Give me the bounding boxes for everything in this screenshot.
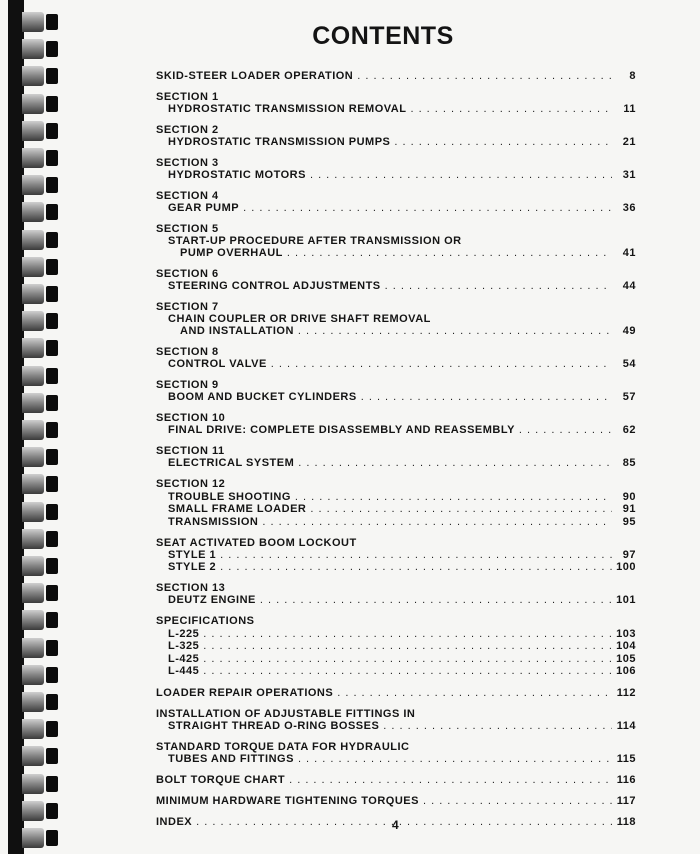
toc-section-label: SECTION 9 — [156, 379, 219, 391]
toc-line — [152, 280, 636, 292]
toc-entry — [152, 774, 636, 786]
toc-line — [152, 753, 636, 765]
toc-line-text: SMALL FRAME LOADER — [168, 503, 307, 515]
punch-hole — [46, 776, 58, 792]
dot-leader — [287, 247, 612, 259]
toc-page-number: 90 — [622, 490, 636, 503]
toc-line — [152, 457, 636, 469]
toc-line-text: PUMP OVERHAUL — [180, 247, 283, 259]
toc-section-heading — [152, 223, 636, 235]
toc-line-text: START-UP PROCEDURE AFTER TRANSMISSION OR — [168, 235, 462, 247]
coil-wire — [22, 719, 44, 739]
toc-line — [152, 708, 636, 720]
dot-leader — [260, 594, 612, 606]
binding-coil — [22, 556, 62, 576]
toc-entry — [152, 379, 636, 403]
punch-hole — [46, 640, 58, 656]
coil-wire — [22, 148, 44, 168]
coil-wire — [22, 529, 44, 549]
toc-line-text: STEERING CONTROL ADJUSTMENTS — [168, 280, 381, 292]
toc-section-label: SECTION 8 — [156, 346, 219, 358]
dot-leader — [203, 665, 612, 678]
toc-page-number: 117 — [616, 794, 636, 807]
toc-line — [152, 358, 636, 370]
toc-line — [152, 653, 636, 666]
dot-leader — [262, 516, 612, 529]
toc-entry — [152, 412, 636, 436]
toc-entry — [152, 741, 636, 765]
binding-coil — [22, 638, 62, 658]
binding-coil — [22, 121, 62, 141]
punch-hole — [46, 558, 58, 574]
toc-line-text: FINAL DRIVE: COMPLETE DISASSEMBLY AND REASSEMBLY — [168, 424, 515, 436]
binding-coil — [22, 719, 62, 739]
toc-entry — [152, 190, 636, 214]
punch-hole — [46, 286, 58, 302]
toc-section-label: SECTION 11 — [156, 445, 225, 457]
dot-leader — [271, 358, 612, 370]
punch-hole — [46, 313, 58, 329]
toc-line — [152, 516, 636, 529]
table-of-contents — [152, 70, 636, 837]
punch-hole — [46, 721, 58, 737]
toc-entry — [152, 687, 636, 699]
coil-wire — [22, 175, 44, 195]
toc-line — [152, 640, 636, 653]
page-number: 4 — [392, 818, 399, 832]
toc-line-text: L-225 — [168, 627, 200, 640]
punch-hole — [46, 803, 58, 819]
toc-section-heading — [152, 412, 636, 424]
punch-hole — [46, 504, 58, 520]
binding-coil — [22, 692, 62, 712]
punch-hole — [46, 204, 58, 220]
punch-hole — [46, 368, 58, 384]
page-title: CONTENTS — [312, 22, 454, 50]
toc-section-label: SECTION 4 — [156, 190, 219, 202]
dot-leader — [298, 325, 612, 337]
coil-wire — [22, 420, 44, 440]
toc-line — [152, 561, 636, 573]
coil-wire — [22, 447, 44, 467]
toc-section-heading — [152, 615, 636, 628]
coil-wire — [22, 257, 44, 277]
binding-coil — [22, 393, 62, 413]
toc-entry — [152, 223, 636, 259]
toc-page-number: 115 — [616, 752, 636, 765]
punch-hole — [46, 694, 58, 710]
punch-hole — [46, 68, 58, 84]
toc-page-number: 118 — [616, 815, 636, 828]
toc-page-number: 36 — [622, 202, 636, 214]
binding-coil — [22, 583, 62, 603]
dot-leader — [243, 202, 612, 214]
coil-wire — [22, 121, 44, 141]
coil-wire — [22, 311, 44, 331]
toc-section-heading — [152, 379, 636, 391]
binding-coil — [22, 746, 62, 766]
toc-page-number: 11 — [623, 103, 636, 115]
toc-line-text: L-445 — [168, 665, 200, 677]
toc-line — [152, 503, 636, 516]
toc-section-label: SECTION 2 — [156, 124, 219, 136]
dot-leader — [383, 720, 612, 732]
toc-entry — [152, 301, 636, 337]
toc-entry — [152, 124, 636, 148]
toc-entry — [152, 478, 636, 528]
dot-leader — [203, 628, 612, 641]
coil-wire — [22, 502, 44, 522]
coil-wire — [22, 393, 44, 413]
coil-wire — [22, 230, 44, 250]
toc-section-label: SECTION 12 — [156, 478, 226, 490]
toc-line-text: HYDROSTATIC TRANSMISSION REMOVAL — [168, 103, 407, 115]
toc-line-text: DEUTZ ENGINE — [168, 594, 256, 606]
punch-hole — [46, 177, 58, 193]
binding-coil — [22, 257, 62, 277]
toc-line-text: LOADER REPAIR OPERATIONS — [156, 686, 334, 699]
toc-entry — [152, 582, 636, 606]
dot-leader — [203, 653, 612, 666]
punch-hole — [46, 585, 58, 601]
binding-coil — [22, 311, 62, 331]
toc-section-heading — [152, 91, 636, 103]
coil-wire — [22, 202, 44, 222]
toc-page-number: 103 — [616, 627, 636, 640]
toc-section-label: SECTION 10 — [156, 412, 226, 424]
toc-line-text: AND INSTALLATION — [180, 325, 294, 337]
coil-wire — [22, 801, 44, 821]
toc-line-text: CONTROL VALVE — [168, 358, 267, 370]
toc-section-heading — [152, 157, 636, 169]
toc-page-number: 100 — [616, 561, 636, 573]
dot-leader — [310, 503, 612, 516]
binding-coil — [22, 474, 62, 494]
toc-line — [152, 628, 636, 641]
punch-hole — [46, 748, 58, 764]
punch-hole — [46, 476, 58, 492]
dot-leader — [361, 391, 612, 403]
toc-line — [152, 136, 636, 148]
toc-page-number: 21 — [622, 136, 636, 148]
toc-page-number: 106 — [616, 665, 636, 677]
toc-line — [152, 391, 636, 403]
toc-section-label: SECTION 5 — [156, 223, 219, 235]
toc-section-heading — [152, 346, 636, 358]
coil-wire — [22, 774, 44, 794]
toc-entry — [152, 157, 636, 181]
toc-line — [152, 720, 636, 732]
toc-entry — [152, 445, 636, 469]
toc-line-text: SKID-STEER LOADER OPERATION — [156, 70, 354, 82]
punch-hole — [46, 531, 58, 547]
punch-hole — [46, 340, 58, 356]
dot-leader — [337, 687, 612, 699]
toc-section-heading — [152, 582, 636, 594]
toc-entry — [152, 708, 636, 732]
coil-wire — [22, 610, 44, 630]
toc-entry — [152, 91, 636, 115]
toc-line-text: L-425 — [168, 652, 200, 665]
toc-section-heading — [152, 478, 636, 491]
binding-coil — [22, 529, 62, 549]
toc-line — [152, 687, 636, 699]
binding-coil — [22, 610, 62, 630]
toc-page-number: 101 — [616, 594, 636, 606]
toc-line-text: GEAR PUMP — [168, 202, 240, 214]
dot-leader — [220, 561, 612, 573]
toc-line — [152, 741, 636, 753]
toc-entry — [152, 346, 636, 370]
dot-leader — [289, 774, 612, 786]
dot-leader — [357, 70, 612, 82]
toc-page-number: 97 — [622, 549, 636, 561]
toc-line — [152, 313, 636, 325]
toc-section-label: SECTION 6 — [156, 268, 219, 280]
toc-page-number: 44 — [622, 280, 636, 292]
dot-leader — [298, 753, 612, 765]
toc-line — [152, 594, 636, 606]
toc-page-number: 57 — [622, 391, 636, 403]
coil-wire — [22, 366, 44, 386]
toc-page-number: 85 — [622, 457, 636, 469]
toc-page-number: 41 — [622, 247, 636, 259]
binding-coil — [22, 366, 62, 386]
binding-coil — [22, 338, 62, 358]
toc-section-label: SECTION 1 — [156, 91, 219, 103]
toc-page-number: 105 — [616, 652, 636, 665]
toc-section-heading — [152, 190, 636, 202]
punch-hole — [46, 422, 58, 438]
toc-line-text: HYDROSTATIC MOTORS — [168, 169, 306, 181]
toc-section-label: SPECIFICATIONS — [156, 615, 255, 627]
punch-hole — [46, 96, 58, 112]
toc-line — [152, 202, 636, 214]
toc-section-heading — [152, 301, 636, 313]
punch-hole — [46, 232, 58, 248]
toc-page-number: 114 — [616, 719, 636, 732]
binding-coil — [22, 502, 62, 522]
toc-line-text: CHAIN COUPLER OR DRIVE SHAFT REMOVAL — [168, 313, 431, 325]
binding-coil — [22, 230, 62, 250]
coil-wire — [22, 94, 44, 114]
toc-line — [152, 491, 636, 504]
binding-coil — [22, 94, 62, 114]
coil-wire — [22, 583, 44, 603]
dot-leader — [394, 136, 612, 148]
toc-page-number: 31 — [622, 169, 636, 181]
coil-wire — [22, 338, 44, 358]
punch-hole — [46, 449, 58, 465]
binding-coil — [22, 801, 62, 821]
coil-wire — [22, 692, 44, 712]
toc-page-number: 104 — [616, 640, 636, 652]
binding-coil — [22, 828, 62, 848]
toc-section-heading — [152, 124, 636, 136]
toc-line-text: ELECTRICAL SYSTEM — [168, 457, 295, 469]
coil-wire — [22, 556, 44, 576]
toc-line — [152, 795, 636, 807]
toc-section-heading — [152, 268, 636, 280]
dot-leader — [310, 169, 612, 181]
toc-line — [152, 325, 636, 337]
toc-line — [152, 774, 636, 786]
binding-coil — [22, 175, 62, 195]
toc-page-number: 8 — [629, 70, 636, 82]
dot-leader — [519, 424, 612, 436]
punch-hole — [46, 150, 58, 166]
punch-hole — [46, 123, 58, 139]
punch-hole — [46, 612, 58, 628]
dot-leader — [423, 795, 612, 807]
spiral-binding — [0, 0, 68, 854]
dot-leader — [295, 491, 612, 504]
coil-wire — [22, 746, 44, 766]
toc-section-heading — [152, 445, 636, 457]
toc-line — [152, 665, 636, 678]
toc-page-number: 49 — [622, 325, 636, 337]
toc-line — [152, 70, 636, 82]
dot-leader — [220, 549, 612, 561]
toc-line — [152, 247, 636, 259]
coil-wire — [22, 638, 44, 658]
coil-wire — [22, 828, 44, 848]
toc-line-text: TUBES AND FITTINGS — [168, 752, 294, 765]
toc-line-text: STRAIGHT THREAD O-RING BOSSES — [168, 719, 380, 732]
toc-line-text: BOOM AND BUCKET CYLINDERS — [168, 391, 357, 403]
punch-hole — [46, 395, 58, 411]
binding-coil — [22, 202, 62, 222]
dot-leader — [410, 103, 612, 115]
toc-section-label: SEAT ACTIVATED BOOM LOCKOUT — [156, 537, 357, 549]
toc-entry — [152, 615, 636, 678]
dot-leader — [385, 280, 612, 292]
toc-line-text: STYLE 1 — [168, 549, 217, 561]
toc-page-number: 91 — [622, 503, 636, 515]
toc-section-heading — [152, 537, 636, 549]
toc-line-text: BOLT TORQUE CHART — [156, 773, 286, 786]
toc-section-label: SECTION 7 — [156, 301, 219, 313]
toc-section-label: SECTION 13 — [156, 582, 226, 594]
dot-leader — [298, 457, 612, 469]
toc-entry — [152, 537, 636, 573]
punch-hole — [46, 830, 58, 846]
toc-page-number: 112 — [616, 686, 636, 699]
toc-page-number: 95 — [622, 515, 636, 528]
punch-hole — [46, 667, 58, 683]
toc-line — [152, 103, 636, 115]
toc-line-text: MINIMUM HARDWARE TIGHTENING TORQUES — [156, 794, 419, 807]
binding-coil — [22, 665, 62, 685]
binding-coil — [22, 284, 62, 304]
coil-wire — [22, 66, 44, 86]
toc-line — [152, 235, 636, 247]
binding-coil — [22, 447, 62, 467]
toc-section-label: SECTION 3 — [156, 157, 219, 169]
dot-leader — [196, 816, 612, 828]
toc-page-number: 62 — [622, 424, 636, 436]
toc-line-text: L-325 — [168, 640, 200, 652]
toc-line-text: TROUBLE SHOOTING — [168, 490, 291, 503]
coil-wire — [22, 474, 44, 494]
toc-line — [152, 424, 636, 436]
toc-line — [152, 169, 636, 181]
toc-entry — [152, 70, 636, 82]
toc-entry — [152, 268, 636, 292]
toc-line-text: STYLE 2 — [168, 561, 217, 573]
toc-line-text: HYDROSTATIC TRANSMISSION PUMPS — [168, 136, 391, 148]
toc-entry — [152, 795, 636, 807]
punch-hole — [46, 259, 58, 275]
binding-coil — [22, 774, 62, 794]
toc-line — [152, 549, 636, 561]
toc-line-text: INDEX — [156, 815, 193, 828]
binding-coil — [22, 420, 62, 440]
toc-line-text: STANDARD TORQUE DATA FOR HYDRAULIC — [156, 740, 410, 753]
toc-page-number: 54 — [622, 358, 636, 370]
toc-page-number: 116 — [616, 773, 636, 786]
binding-coil — [22, 66, 62, 86]
toc-line-text: TRANSMISSION — [168, 515, 259, 528]
binding-coil — [22, 148, 62, 168]
coil-wire — [22, 284, 44, 304]
dot-leader — [203, 640, 612, 653]
toc-line-text: INSTALLATION OF ADJUSTABLE FITTINGS IN — [156, 707, 416, 720]
coil-wire — [22, 665, 44, 685]
